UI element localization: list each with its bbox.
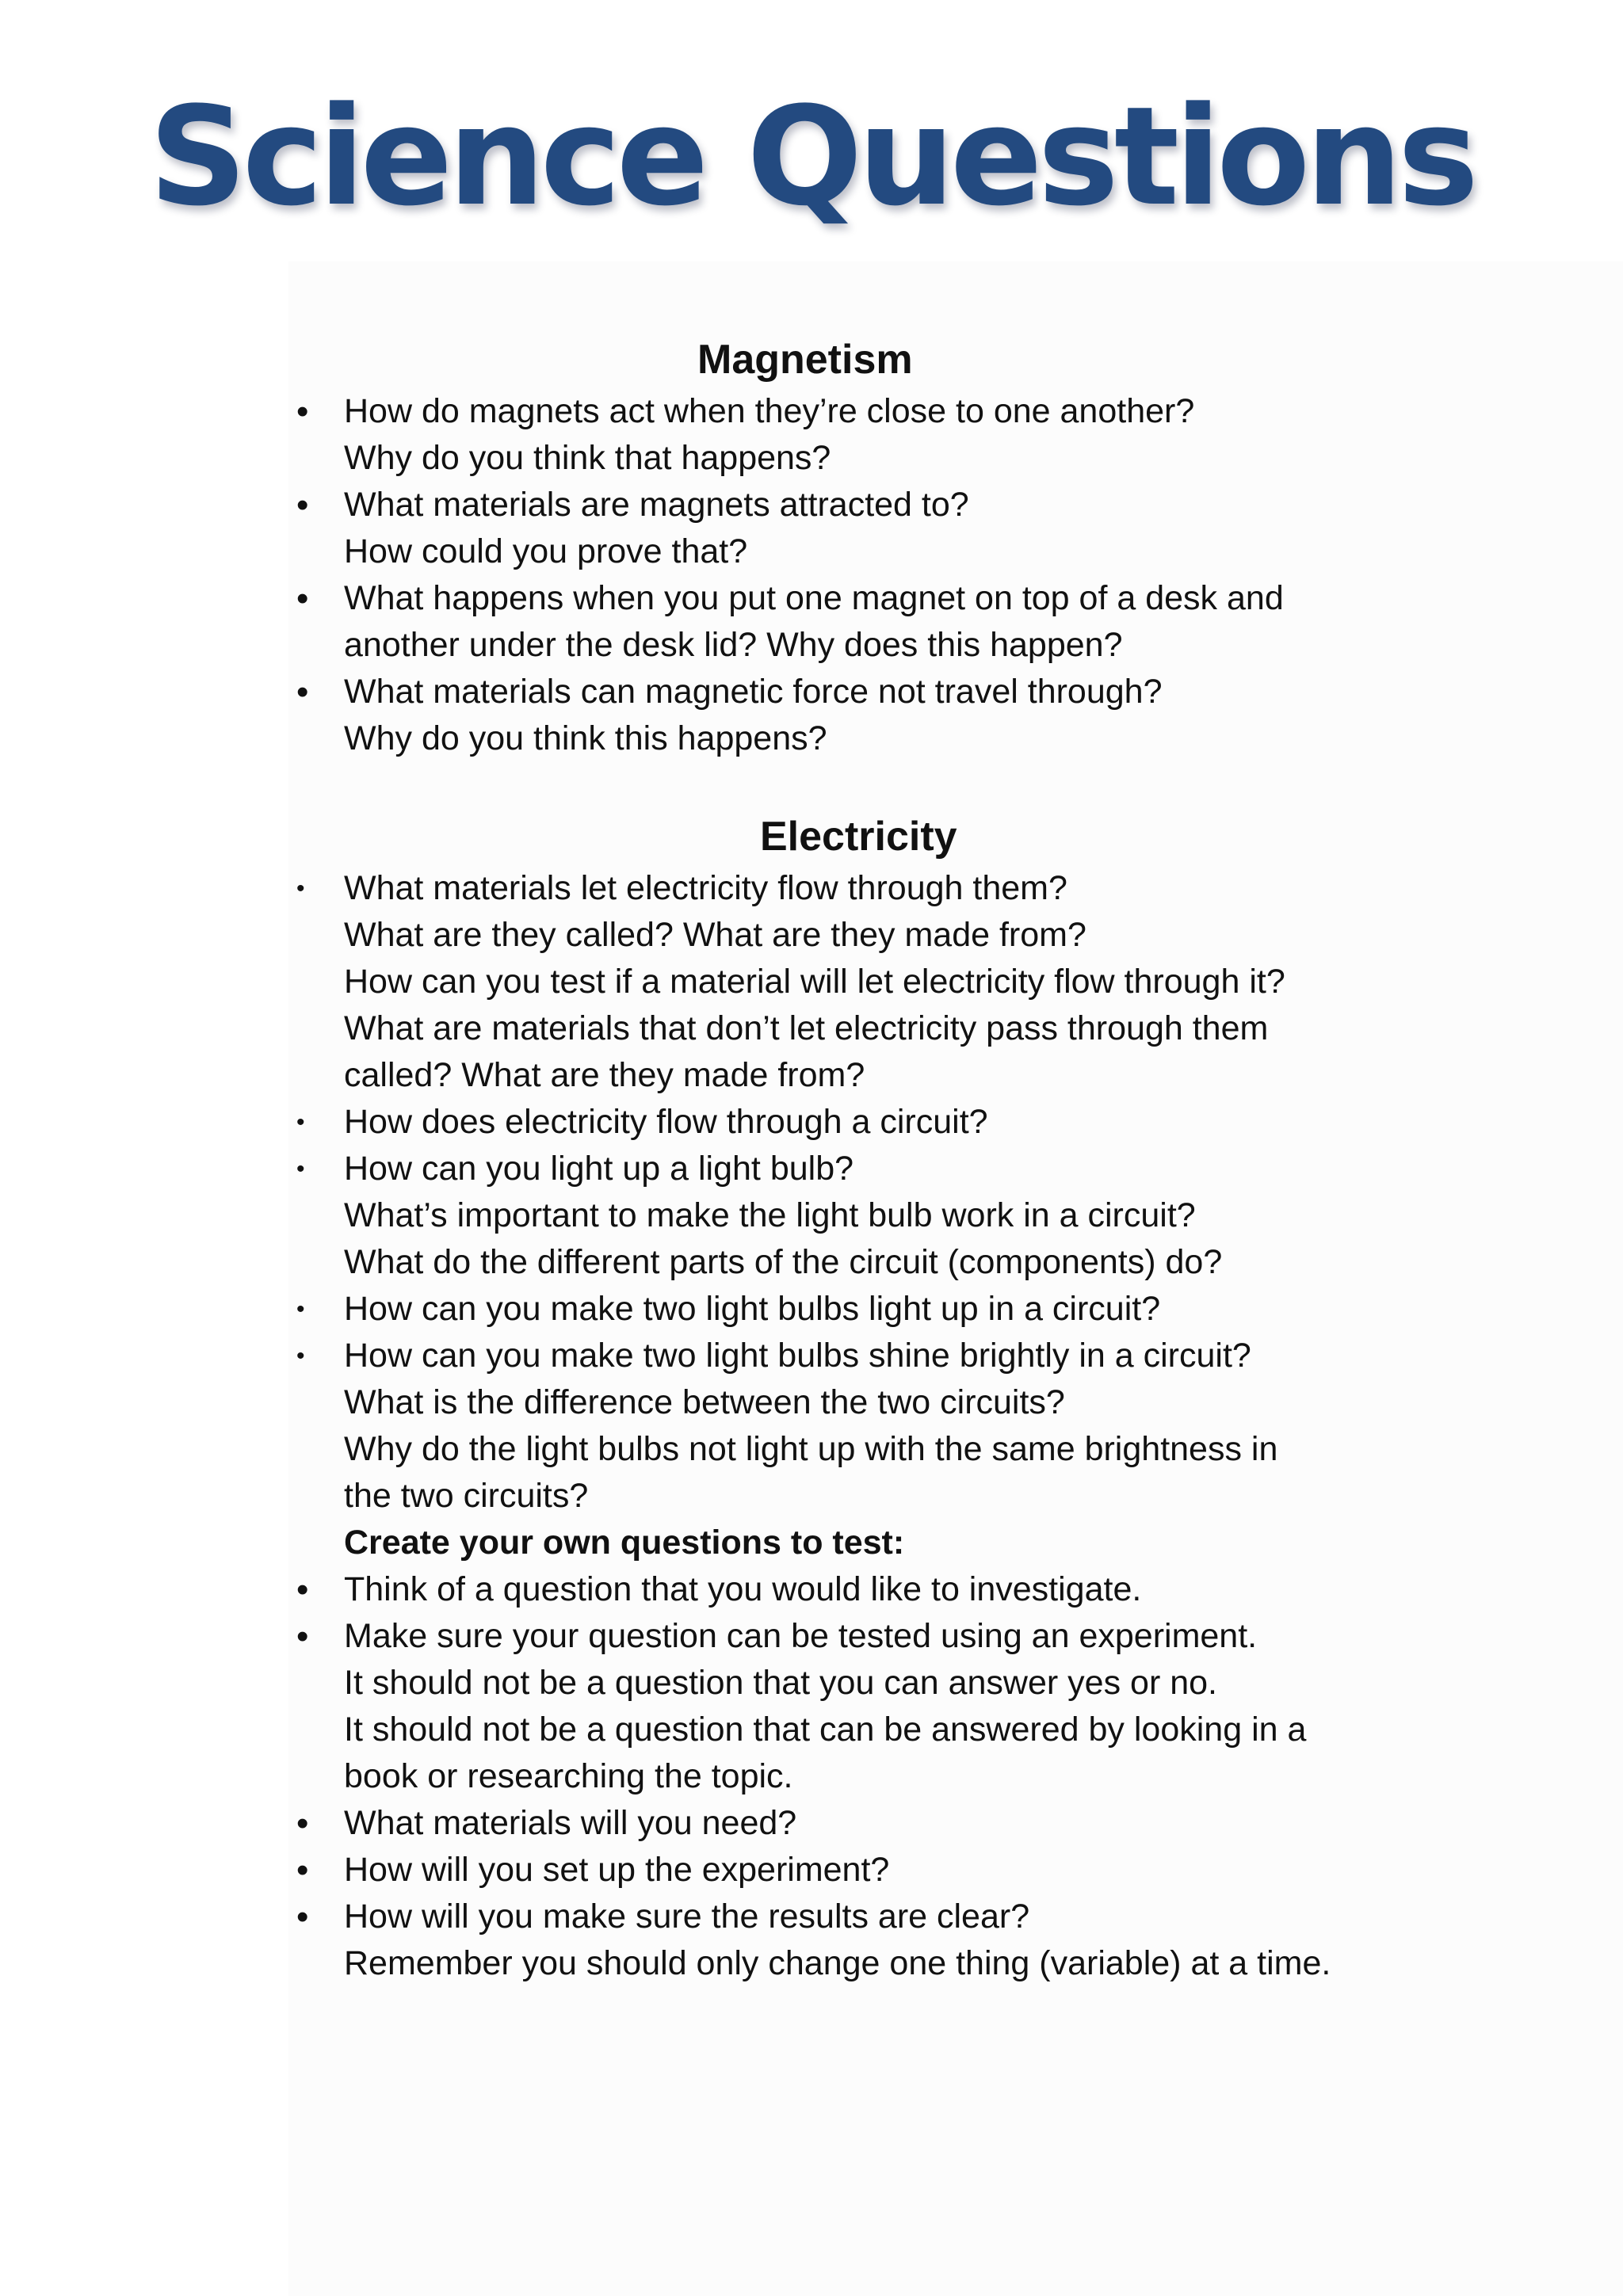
question-line: What materials will you need? — [344, 1804, 797, 1842]
question-line: What are they called? What are they made from? — [344, 916, 1086, 954]
question-item — [296, 575, 1390, 669]
question-line: How can you make two light bulbs shine brightly in a circuit? — [344, 1337, 1251, 1375]
question-item — [296, 482, 1390, 575]
question-line: It should not be a question that you can answer yes or no. — [344, 1664, 1217, 1702]
question-line: Why do the light bulbs not light up with the same brightness in — [344, 1430, 1278, 1468]
question-line: book or researching the topic. — [344, 1757, 793, 1795]
question-item — [296, 1286, 1390, 1333]
question-line: What materials let electricity flow through them? — [344, 869, 1067, 907]
question-line: What do the different parts of the circuit (components) do? — [344, 1243, 1223, 1281]
bullet-icon: • — [296, 392, 309, 431]
bullet-icon: • — [296, 673, 309, 711]
question-item — [296, 1566, 1390, 1613]
question-item — [296, 1099, 1390, 1146]
question-line: Why do you think this happens? — [344, 719, 827, 757]
question-line: What materials are magnets attracted to? — [344, 486, 969, 524]
question-item — [296, 1800, 1390, 1847]
bullet-icon: • — [296, 579, 309, 618]
question-line: Make sure your question can be tested using an experiment. — [344, 1617, 1258, 1655]
bullet-icon: • — [296, 1109, 305, 1135]
bullet-icon: • — [296, 1343, 305, 1369]
question-item — [296, 1847, 1390, 1894]
question-line: What materials can magnetic force not travel through? — [344, 673, 1163, 711]
question-line: How will you set up the experiment? — [344, 1851, 890, 1889]
question-line: What is the difference between the two circuits? — [344, 1383, 1065, 1421]
question-item — [296, 1613, 1390, 1800]
question-line: What happens when you put one magnet on top of a desk and — [344, 579, 1284, 617]
question-item — [296, 388, 1390, 482]
question-line: How does electricity flow through a circuit? — [344, 1103, 988, 1141]
question-item — [296, 1894, 1390, 1987]
own-questions-heading: Create your own questions to test: — [344, 1524, 905, 1562]
magnetism-question-list — [296, 388, 1390, 762]
bullet-icon: • — [296, 1851, 309, 1890]
page-title: Science Questions — [148, 77, 1475, 236]
question-item — [296, 1333, 1390, 1520]
electricity-question-list — [296, 865, 1390, 1520]
bullet-icon: • — [296, 1617, 309, 1656]
question-item — [296, 1146, 1390, 1286]
question-line: It should not be a question that can be answered by looking in a — [344, 1711, 1307, 1749]
own-questions-list — [296, 1566, 1390, 1987]
bullet-icon: • — [296, 1804, 309, 1843]
bullet-icon: • — [296, 875, 305, 902]
bullet-icon: • — [296, 1296, 305, 1322]
question-line: another under the desk lid? Why does this happen? — [344, 626, 1123, 664]
bullet-icon: • — [296, 1897, 309, 1936]
magnetism-heading: Magnetism — [697, 337, 913, 383]
question-item — [296, 669, 1390, 762]
question-line: How will you make sure the results are clear? — [344, 1897, 1030, 1936]
question-line: the two circuits? — [344, 1477, 589, 1515]
question-line: Why do you think that happens? — [344, 439, 831, 477]
question-line: called? What are they made from? — [344, 1056, 865, 1094]
question-line: How do magnets act when they’re close to one another? — [344, 392, 1195, 430]
question-item — [296, 865, 1390, 1099]
question-line: What are materials that don’t let electricity pass through them — [344, 1009, 1269, 1047]
question-line: Remember you should only change one thing (variable) at a time. — [344, 1944, 1331, 1982]
question-line: Think of a question that you would like to investigate. — [344, 1570, 1142, 1608]
question-line: How can you light up a light bulb? — [344, 1150, 854, 1188]
question-line: How could you prove that? — [344, 532, 748, 570]
bullet-icon: • — [296, 486, 309, 524]
worksheet-content — [296, 331, 1390, 1987]
bullet-icon: • — [296, 1156, 305, 1182]
electricity-heading: Electricity — [760, 814, 957, 860]
question-line: How can you test if a material will let electricity flow through it? — [344, 963, 1285, 1001]
question-line: How can you make two light bulbs light up in a circuit? — [344, 1290, 1161, 1328]
bullet-icon: • — [296, 1570, 309, 1609]
question-line: What’s important to make the light bulb work in a circuit? — [344, 1196, 1196, 1234]
